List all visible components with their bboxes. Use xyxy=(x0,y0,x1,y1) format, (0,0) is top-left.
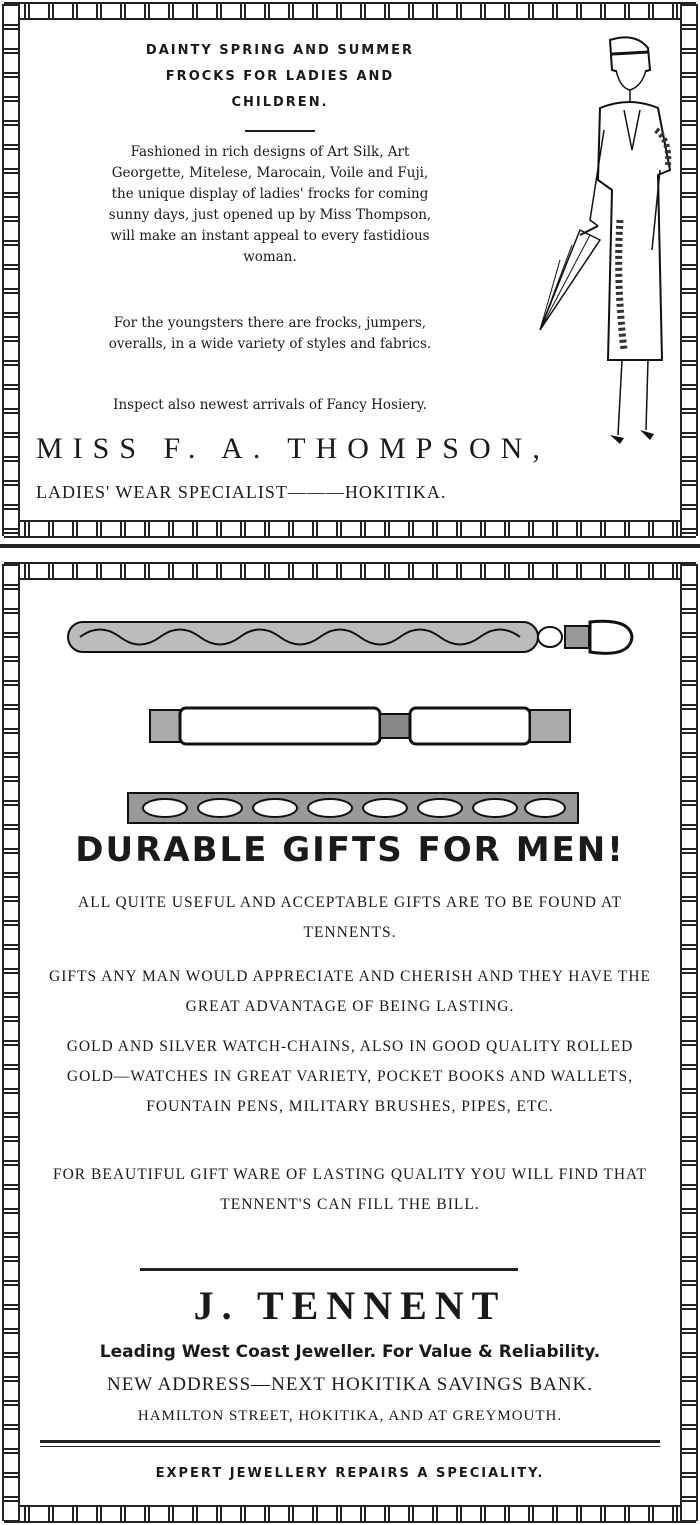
ad2-jeweller-name: J. TENNENT xyxy=(193,1283,507,1328)
ad2-headline: DURABLE GIFTS FOR MEN! xyxy=(75,830,625,870)
ad2-address: NEW ADDRESS—NEXT HOKITIKA SAVINGS BANK. xyxy=(106,1374,594,1395)
ad1-headline-line-3: CHILDREN. xyxy=(231,95,329,110)
ad2-repairs-note: EXPERT JEWELLERY REPAIRS A SPECIALITY. xyxy=(155,1466,545,1481)
ad2-tagline: Leading West Coast Jeweller. For Value & Reliability. xyxy=(99,1342,601,1362)
ad-border-right xyxy=(680,4,698,536)
ad-border-top xyxy=(4,562,696,580)
tennent-advertisement xyxy=(0,560,700,1525)
ad1-shop-name: MISS F. A. THOMPSON, xyxy=(36,432,550,465)
ad-border-top xyxy=(4,2,696,20)
ad2-street: HAMILTON STREET, HOKITIKA, AND AT GREYMOUTH. xyxy=(137,1408,563,1424)
ad2-double-rule-bottom xyxy=(40,1446,660,1447)
ad2-divider xyxy=(140,1268,518,1271)
ad1-headline-line-2: FROCKS FOR LADIES AND xyxy=(165,69,395,84)
thompson-advertisement xyxy=(0,0,700,540)
column-separator xyxy=(0,544,700,548)
ad1-headline xyxy=(60,38,500,116)
ad1-headline-line-1: DAINTY SPRING AND SUMMER xyxy=(145,43,415,58)
ad-border-bottom xyxy=(4,1505,696,1523)
ad1-shop-subtitle: LADIES' WEAR SPECIALIST———HOKITIKA. xyxy=(36,482,447,502)
watch-chains-illustration xyxy=(40,610,640,850)
ad2-paragraph-4: FOR BEAUTIFUL GIFT WARE OF LASTING QUALITY YOU WILL FIND THAT TENNENT'S CAN FILL THE BILL. xyxy=(52,1166,647,1213)
lady-with-parasol-illustration xyxy=(520,30,680,450)
ad2-double-rule-top xyxy=(40,1440,660,1443)
ad-border-left xyxy=(2,4,20,536)
ad1-divider xyxy=(245,130,315,132)
ad-border-bottom xyxy=(4,520,696,538)
ad1-paragraph-3: Inspect also newest arrivals of Fancy Hosiery. xyxy=(113,397,427,413)
ad2-paragraph-2: GIFTS ANY MAN WOULD APPRECIATE AND CHERISH AND THEY HAVE THE GREAT ADVANTAGE OF BEING LASTING. xyxy=(49,968,651,1015)
ad1-paragraph-2: For the youngsters there are frocks, jumpers, overalls, in a wide variety of styles and fabrics. xyxy=(108,315,432,352)
ad1-paragraph-1: Fashioned in rich designs of Art Silk, Art Georgette, Mitelese, Marocain, Voile and Fuji, the unique display of ladies' frocks for coming sunny days, just opened up by Miss Thompson, will make an instant appeal to every fastidious woman. xyxy=(108,144,432,265)
ad2-paragraph-1: ALL QUITE USEFUL AND ACCEPTABLE GIFTS ARE TO BE FOUND AT TENNENTS. xyxy=(78,894,622,941)
ad2-paragraph-3: GOLD AND SILVER WATCH-CHAINS, ALSO IN GOOD QUALITY ROLLED GOLD—WATCHES IN GREAT VARIETY, POCKET BOOKS AND WALLETS, FOUNTAIN PENS, MILITARY BRUSHES, PIPES, ETC. xyxy=(66,1038,634,1115)
